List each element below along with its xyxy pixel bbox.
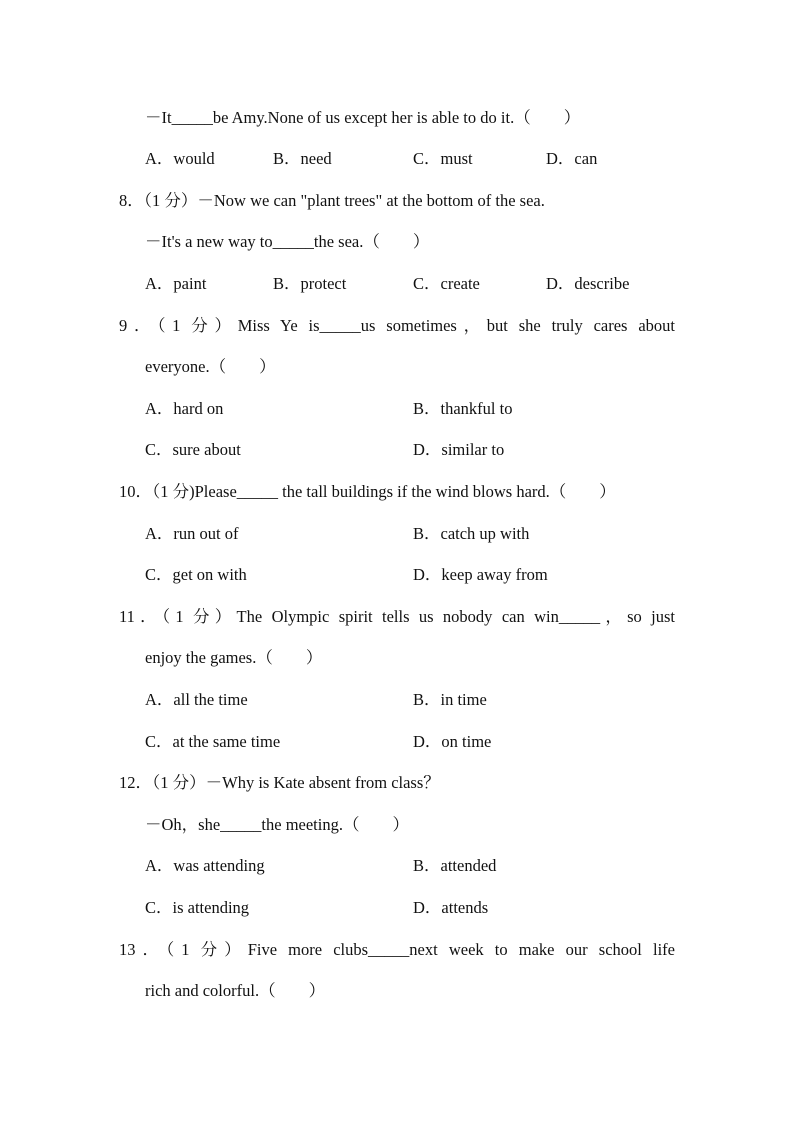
- q12-stem: 12．（1 分）－Why is Kate absent from class？: [119, 773, 440, 792]
- q7-option-a[interactable]: A．would: [145, 149, 215, 168]
- q12-option-d[interactable]: D．attends: [413, 898, 489, 917]
- q11-option-a[interactable]: A．all the time: [145, 690, 248, 709]
- q11-option-d[interactable]: D．on time: [413, 732, 492, 751]
- q10-option-b[interactable]: B．catch up with: [413, 524, 530, 543]
- q12-answer-line: －Oh，she_____the meeting.（ ）: [145, 815, 409, 834]
- q8-option-d[interactable]: D．describe: [546, 274, 630, 293]
- q10-option-c[interactable]: C．get on with: [145, 565, 247, 584]
- q10-option-a[interactable]: A．run out of: [145, 524, 239, 543]
- q12-option-c[interactable]: C．is attending: [145, 898, 250, 917]
- q13-stem-continued: rich and colorful.（ ）: [145, 981, 326, 1000]
- q7-option-b[interactable]: B．need: [273, 149, 332, 168]
- q8-stem: 8．（1 分）－Now we can "plant trees" at the bottom of the sea.: [119, 191, 545, 210]
- q11-option-c[interactable]: C．at the same time: [145, 732, 281, 751]
- q7-option-d[interactable]: D．can: [546, 149, 598, 168]
- q8-option-c[interactable]: C．create: [413, 274, 480, 293]
- q11-stem: 11．（1 分）The Olympic spirit tells us nobody can win_____，so just: [119, 607, 675, 626]
- q9-option-d[interactable]: D．similar to: [413, 440, 505, 459]
- q11-stem-continued: enjoy the games.（ ）: [145, 648, 323, 667]
- q9-option-c[interactable]: C．sure about: [145, 440, 241, 459]
- q10-stem: 10．（1 分)Please_____ the tall buildings if the wind blows hard.（ ）: [119, 482, 616, 501]
- q10-option-d[interactable]: D．keep away from: [413, 565, 548, 584]
- q8-answer-line: －It's a new way to_____the sea.（ ）: [145, 232, 430, 251]
- q9-option-a[interactable]: A．hard on: [145, 399, 224, 418]
- q12-option-b[interactable]: B．attended: [413, 856, 497, 875]
- q9-option-b[interactable]: B．thankful to: [413, 399, 513, 418]
- q12-option-a[interactable]: A．was attending: [145, 856, 265, 875]
- q9-stem: 9．（1 分）Miss Ye is_____us sometimes，but she truly cares about: [119, 316, 675, 335]
- q13-stem: 13．（1 分）Five more clubs_____next week to make our school life: [119, 940, 675, 959]
- q7-option-c[interactable]: C．must: [413, 149, 473, 168]
- q8-option-a[interactable]: A．paint: [145, 274, 207, 293]
- q11-option-b[interactable]: B．in time: [413, 690, 487, 709]
- q7-answer-line: －It_____be Amy.None of us except her is able to do it.（ ）: [145, 108, 581, 127]
- q9-stem-continued: everyone.（ ）: [145, 357, 276, 376]
- q8-option-b[interactable]: B．protect: [273, 274, 347, 293]
